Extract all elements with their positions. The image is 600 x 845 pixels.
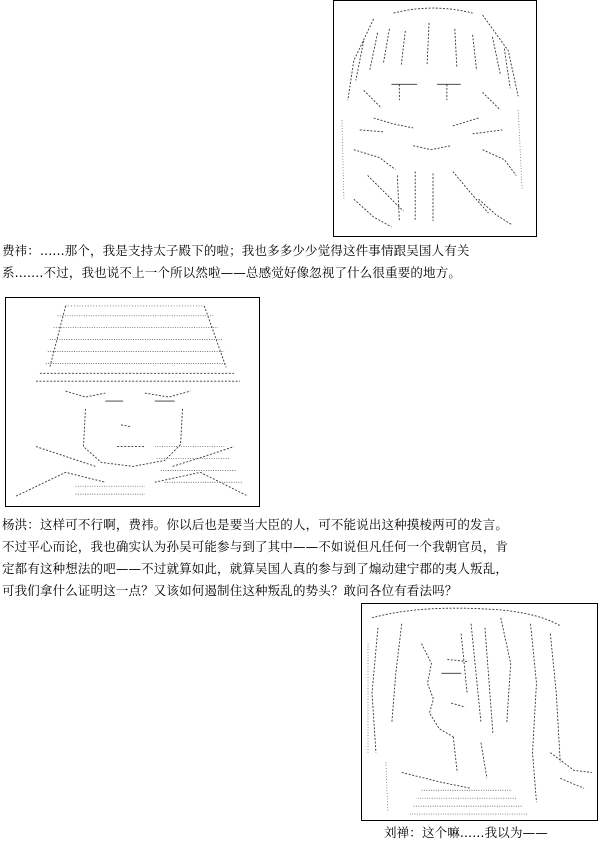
yang-hong-ascii-art (6, 298, 259, 506)
dialogue-line: 杨洪：这样可不行啊，费祎。你以后也是要当大臣的人，可不能说出这种摸棱两可的发言。 (2, 517, 509, 532)
dialogue-line: 定都有这种想法的吧——不过就算如此，就算吴国人真的参与到了煽动建宁郡的夷人叛乱， (2, 561, 509, 576)
dialogue-line: 系.......不过，我也说不上一个所以然啦——总感觉好像忽视了什么很重要的地方。 (2, 265, 461, 280)
dialogue-line: 刘禅：这个嘛......我以为—— (384, 825, 548, 840)
dialogue-line: 可我们拿什么证明这一点？又该如何遏制住这种叛乱的势头？敢问各位有看法吗？ (2, 583, 458, 598)
liu-shan-dialogue (384, 822, 548, 844)
fei-wei-ascii-art-panel (333, 0, 537, 237)
dialogue-line: 费祎：......那个，我是支持太子殿下的啦；我也多多少少觉得这件事情跟吴国人有关 (2, 243, 470, 258)
yang-hong-ascii-art-panel (5, 297, 260, 507)
fei-wei-dialogue (2, 240, 470, 284)
liu-shan-ascii-art (362, 604, 597, 820)
fei-wei-ascii-art (334, 1, 536, 236)
dialogue-line: 不过平心而论，我也确实认为孙吴可能参与到了其中——不如说但凡任何一个我朝官员，肯 (2, 539, 509, 554)
liu-shan-ascii-art-panel (361, 603, 598, 821)
yang-hong-dialogue (2, 514, 508, 602)
